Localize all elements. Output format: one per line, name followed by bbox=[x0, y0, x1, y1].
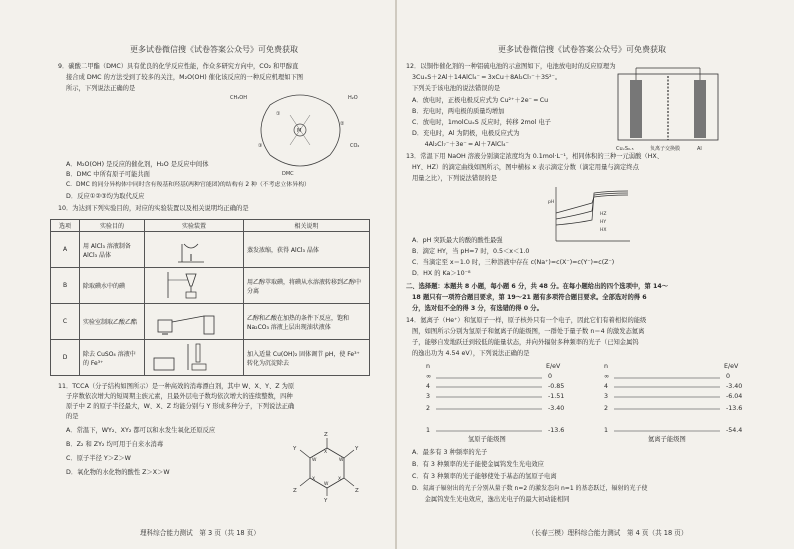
q14-option: B．有 3 种频率的光子能使金属钨发生光电效应 bbox=[412, 461, 544, 468]
diagram-caption: 氢原子能级图 bbox=[468, 436, 506, 443]
table-row bbox=[51, 340, 370, 376]
level-energy: 0 bbox=[548, 373, 553, 380]
level-n: 2 bbox=[426, 405, 431, 412]
q11-option: D．氧化物的水化物的酸性 Z＞X＞W bbox=[66, 469, 170, 476]
diagram-label: ① bbox=[276, 111, 281, 117]
table-header: 相关说明 bbox=[244, 220, 370, 232]
q13-option: C．当滴定至 x＝1.0 时，三种溶液中存在 c(Na⁺)=c(X⁻)=c(Y⁻)=c(Z⁻) bbox=[412, 259, 615, 266]
esterification-apparatus-icon bbox=[148, 306, 234, 336]
atom-label: Y bbox=[324, 498, 328, 504]
q11-stem-line: 11．TCCA（分子结构如图所示）是一种高效的消毒漂白剂，其中 W、X、Y、Z 为原 bbox=[58, 383, 295, 390]
option-cell: C bbox=[51, 304, 80, 340]
note-cell: 用乙醇萃取碘，将碘从水溶液转移到乙醇中分离 bbox=[244, 268, 370, 304]
diagram-label: CO₂ bbox=[350, 143, 360, 149]
option-cell: A bbox=[51, 232, 80, 268]
electrode-label: Al bbox=[697, 146, 702, 152]
section-instructions-line: 二、选择题：本题共 8 小题，每小题 6 分，共 48 分。在每小题给出的四个选项中，第 14～ bbox=[406, 283, 669, 290]
level-energy: -0.85 bbox=[548, 383, 565, 390]
table-header: 实验装置 bbox=[145, 220, 244, 232]
q12-stem-line: 3CuₓS＋2Al＋14AlCl₄⁻ ═ 3xCu＋8Al₂Cl₇⁻＋3S²⁻。 bbox=[412, 74, 562, 81]
left-page bbox=[0, 0, 395, 549]
table-row bbox=[51, 232, 370, 268]
svg-text:HY: HY bbox=[600, 220, 607, 225]
q13-option: B．滴定 HY，当 pH=7 时，0.5＜x＜1.0 bbox=[412, 248, 530, 255]
atom-label: Z bbox=[293, 488, 297, 494]
axis-unit: E/eV bbox=[724, 363, 739, 370]
q9-option: C．DMC 的同分异构体中同时含有羧基和羟基(两种官能团)的结构有 2 种（不考虑立体异构） bbox=[66, 182, 310, 188]
table-header: 选项 bbox=[51, 220, 80, 232]
q9-stem-line: 接合成 DMC 的方法受到了较多的关注，M₂O(OH) 催化该反应的一种反应机理如下图 bbox=[66, 74, 304, 81]
diagram-label: DMC bbox=[282, 171, 294, 177]
option-cell: D bbox=[51, 340, 80, 376]
q14-stem-line: 子，能够自发地跃迁到较低的能量状态，并向外辐射多种频率的光子（已知金属钨 bbox=[412, 339, 639, 346]
q11-stem-line: 子序数依次增大的短周期主族元素，且最外层电子数均依次增大的连续整数，四种 bbox=[66, 393, 293, 400]
q12-option: 4Al₂Cl₇⁻＋3e⁻ ═ Al＋7AlCl₄⁻ bbox=[412, 141, 509, 148]
q9-stem-line: 所示，下列说法正确的是 bbox=[66, 85, 136, 92]
atom-label: Z bbox=[324, 432, 328, 438]
note-cell: 加入适量 Cu(OH)₂ 固体调节 pH，使 Fe³⁺ 转化为沉淀除去 bbox=[244, 340, 370, 376]
apparatus-cell bbox=[145, 340, 244, 376]
level-n: 3 bbox=[604, 393, 609, 400]
q10-experiment-table bbox=[50, 219, 370, 376]
atom-label: X bbox=[312, 477, 316, 482]
q11-option: A．常温下，WY₂、XY₂ 都可以和水发生氧化还原反应 bbox=[66, 427, 216, 434]
q12-stem-line: 下列关于该电池的说法错误的是 bbox=[412, 85, 501, 92]
svg-text:HZ: HZ bbox=[600, 212, 607, 217]
atom-label: Z bbox=[355, 488, 359, 494]
diagram-label: M bbox=[297, 128, 302, 134]
q14-option: 金属钨发生光电效应，逸出光电子的最大初动能相同 bbox=[412, 496, 570, 503]
level-energy: -54.4 bbox=[726, 427, 743, 434]
apparatus-cell bbox=[145, 232, 244, 268]
q12-option: B．充电时，两电极的质量均增加 bbox=[412, 108, 505, 115]
level-energy: -13.6 bbox=[726, 405, 743, 412]
q13-stem-line: 用量之比），下列说法错误的是 bbox=[412, 175, 498, 182]
note-cell: 蒸发浓缩，获得 AlCl₃ 晶体 bbox=[244, 232, 370, 268]
level-n: 1 bbox=[604, 427, 609, 434]
option-cell: B bbox=[51, 268, 80, 304]
level-energy: -3.40 bbox=[548, 405, 565, 412]
level-n: 2 bbox=[604, 405, 609, 412]
q12-option: D．充电时，Al 为阴极，电极反应式为 bbox=[412, 130, 520, 137]
q10-stem: 10．为达到下列实验目的，对应的实验装置以及相关说明均正确的是 bbox=[58, 205, 249, 212]
membrane-label: 负离子交换膜 bbox=[650, 146, 681, 152]
diagram-label: CH₃OH bbox=[230, 95, 247, 101]
level-energy: -13.6 bbox=[548, 427, 565, 434]
q13-stem-line: 13．常温下用 NaOH 溶液分别滴定浓度均为 0.1mol·L⁻¹，相同体积的三种一元弱酸（HX、 bbox=[406, 153, 664, 160]
electrode-label: CuₓS₀.₅ bbox=[616, 146, 634, 152]
atom-label: Y bbox=[293, 446, 297, 452]
right-page-header: 更多试卷微信搜《试卷答案公众号》可免费获取 bbox=[498, 45, 666, 54]
diagram-label: ② bbox=[340, 121, 345, 127]
svg-text:pH: pH bbox=[548, 200, 555, 205]
goal-cell: 用 AlCl₃ 溶液制备 AlCl₃ 晶体 bbox=[80, 232, 145, 268]
svg-text:HX: HX bbox=[600, 228, 607, 233]
atom-label: X bbox=[338, 477, 342, 482]
axis-unit: E/eV bbox=[546, 363, 561, 370]
level-n: 4 bbox=[604, 383, 609, 390]
ph-meter-titration-icon bbox=[148, 342, 234, 372]
q9-stem-line: 9．碳酸二甲酯（DMC）具有优良的化学反应性能，作众多研究方向中，CO₂ 和甲醇直 bbox=[58, 63, 299, 70]
q12-stem-line: 12．以铜作催化剂的一种铝硫电池的示意图如下，电池放电时的反应原理为 bbox=[406, 63, 616, 70]
level-n: 1 bbox=[426, 427, 431, 434]
atom-label: W bbox=[312, 458, 317, 463]
atom-label: X bbox=[324, 450, 328, 455]
table-row bbox=[51, 268, 370, 304]
diagram-label: ③ bbox=[258, 143, 263, 149]
level-energy: -6.04 bbox=[726, 393, 743, 400]
q9-mechanism-diagram bbox=[230, 85, 370, 177]
level-n: ∞ bbox=[604, 373, 610, 380]
tcca-structure-diagram bbox=[282, 430, 372, 502]
left-page-footer: 理科综合能力测试 第 3 页（共 18 页） bbox=[140, 529, 260, 537]
q11-stem-line: 原子中 Z 的原子半径最大，W、X、Z 均能分别与 Y 形成多种分子，下列说法正确 bbox=[66, 403, 295, 410]
level-energy: -3.40 bbox=[726, 383, 743, 390]
level-energy: -1.51 bbox=[548, 393, 565, 400]
section-instructions-line: 18 题只有一项符合题目要求，第 19～21 题有多项符合题目要求。全部选对的得 6 bbox=[412, 294, 647, 301]
q14-option: D．氦离子辐射出的光子分别从量子数 n=2 的激发态向 n=1 的基态跃迁，辐射的光子使 bbox=[412, 485, 648, 492]
level-n: ∞ bbox=[426, 373, 432, 380]
separatory-funnel-icon bbox=[148, 270, 234, 300]
q9-option: B．DMC 中所有原子可能共面 bbox=[66, 171, 150, 178]
right-page-footer: （长春三模）理科综合能力测试 第 4 页（共 18 页） bbox=[528, 529, 688, 537]
q11-option: B．Z₂ 和 ZY₂ 均可用于自来水消毒 bbox=[66, 441, 164, 448]
q13-option: D．HX 的 Ka＞10⁻⁸ bbox=[412, 270, 471, 277]
titration-curve-figure bbox=[548, 185, 634, 247]
q13-stem-line: HY、HZ）的滴定曲线如图所示，图中横标 x 表示滴定分数（滴定用量与滴定终点 bbox=[412, 164, 639, 171]
q14-stem-line: 图，如图所示分别为氢原子和氦离子的能级图，一群处于量子数 n＝4 的激发态氦离 bbox=[412, 328, 645, 335]
q13-option: A．pH 突跃最大的酸的酸性最强 bbox=[412, 237, 503, 244]
q11-stem-line: 的是 bbox=[66, 413, 79, 420]
note-cell: 乙醇和乙酸在加热的条件下反应，饱和 Na₂CO₃ 溶液上层出现油状液体 bbox=[244, 304, 370, 340]
goal-cell: 除取碘水中的碘 bbox=[80, 268, 145, 304]
right-page: 更多试卷微信搜《试卷答案公众号》可免费获取 12．以铜作催化剂的一种铝硫电池的示意图如下，电池放电时的反应原理为 3CuₓS＋2Al＋14AlCl₄⁻ ═ 3xCu＋8Al₂Cl₇⁻＋3S²⁻。 下列关于该电池的说法错误的是 A．放电时，正极电极反应式为 Cu²⁺＋2e⁻ ═ Cu B．充电时，两电极的质量均增加 C．放电时，1molCuₓS 反应时，转移 2mol 电子 D．充电时，Al 为阴极，电极反应式为 4Al₂Cl₇⁻＋3e⁻ ═ Al＋7AlCl₄⁻ CuₓS₀.₅ 负离子交换膜 Al 13．常温下用 NaOH 溶液分别滴定浓度均为 0.1mol·L⁻¹，相同体积的三种一元弱酸（HX、 HY、HZ）的滴定曲线如图所示，图中横标 x 表示滴定分数（滴定用量与滴定终点 用量之比），下列说法错误的是 pH HZ HY HX A．pH 突跃最大的酸的酸性最强 B．滴定 HY，当 pH=7 时，0.5＜x＜1.0 C．当滴定至 x＝1.0 时，三种溶液中存在 c(Na⁺)=c(X⁻)=c(Y⁻)=c(Z⁻) D．HX 的 Ka＞10⁻⁸ 二、选择题：本题共 8 小题，每小题 6 分，共 48 分。在每小题给出的四个选项中，第 14～ 18 题只有一项符合题目要求，第 19～21 题有多项符合题目要求。全部选对的得 6 分，选对但不全的得 3 分，有选错的得 0 分。 14．氦离子（He⁺）和氢原子一样，原子核外只有一个电子，因此它们有着相似的能级 图，如图所示分别为氢原子和氦离子的能级图，一群处于量子数 n＝4 的激发态氦离 子，能够自发地跃迁到较低的能量状态，并向外辐射多种频率的光子（已知金属钨 的逸出功为 4.54 eV），下列说法正确的是 n E/eV ∞ 0 4 -0.85 3 -1.51 2 -3.40 1 -13.6 氢原子能级图 n E/eV ∞ 0 4 -3.40 3 -6.04 2 -13.6 1 -54.4 氦离子能级图 A．最多有 3 种频率的光子 B．有 3 种频率的光子能使金属钨发生光电效应 C．有 3 种频率的光子能够使处于基态的氢原子电离 D．氦离子辐射出的光子分别从量子数 n=2 的激发态向 n=1 的基态跃迁，辐射的光子使 金属钨发生光电效应，逸出光电子的最大初动能相同 （长春三模）理科综合能力测试 第 4 页（共 18 页） bbox=[406, 45, 743, 537]
al-s-battery-diagram bbox=[608, 64, 728, 156]
section-instructions-line: 分，选对但不全的得 3 分，有选错的得 0 分。 bbox=[412, 305, 543, 312]
level-n: 3 bbox=[426, 393, 431, 400]
left-page-header: 更多试卷微信搜《试卷答案公众号》可免费获取 bbox=[130, 45, 298, 54]
evaporating-dish-icon bbox=[148, 234, 234, 264]
apparatus-cell bbox=[145, 304, 244, 340]
goal-cell: 实验室制取乙酸乙酯 bbox=[80, 304, 145, 340]
q9-option: D．反应①②③均为取代反应 bbox=[66, 193, 145, 200]
table-row bbox=[51, 304, 370, 340]
q11-option: C．原子半径 Y＞Z＞W bbox=[66, 455, 131, 462]
atom-label: W bbox=[339, 458, 344, 463]
level-n: 4 bbox=[426, 383, 431, 390]
q14-stem-line: 14．氦离子（He⁺）和氢原子一样，原子核外只有一个电子，因此它们有着相似的能级 bbox=[406, 317, 647, 324]
level-energy: 0 bbox=[726, 373, 731, 380]
table-header: 实验目的 bbox=[80, 220, 145, 232]
diagram-label: H₂O bbox=[348, 95, 358, 101]
q14-option: A．最多有 3 种频率的光子 bbox=[412, 449, 488, 456]
page-gutter bbox=[395, 0, 397, 549]
atom-label: Y bbox=[355, 446, 359, 452]
diagram-caption: 氦离子能级图 bbox=[648, 436, 686, 443]
table-header-row bbox=[51, 220, 370, 232]
q12-option: C．放电时，1molCuₓS 反应时，转移 2mol 电子 bbox=[412, 119, 551, 126]
goal-cell: 除去 CuSO₄ 溶液中的 Fe³⁺ bbox=[80, 340, 145, 376]
q12-option: A．放电时，正极电极反应式为 Cu²⁺＋2e⁻ ═ Cu bbox=[412, 97, 549, 104]
q14-stem-line: 的逸出功为 4.54 eV），下列说法正确的是 bbox=[412, 350, 530, 357]
q14-option: C．有 3 种频率的光子能够使处于基态的氢原子电离 bbox=[412, 473, 557, 480]
q9-option: A．M₂O(OH) 是反应的催化剂，H₂O 是反应中间体 bbox=[66, 161, 209, 168]
apparatus-cell bbox=[145, 268, 244, 304]
atom-label: W bbox=[324, 482, 329, 487]
